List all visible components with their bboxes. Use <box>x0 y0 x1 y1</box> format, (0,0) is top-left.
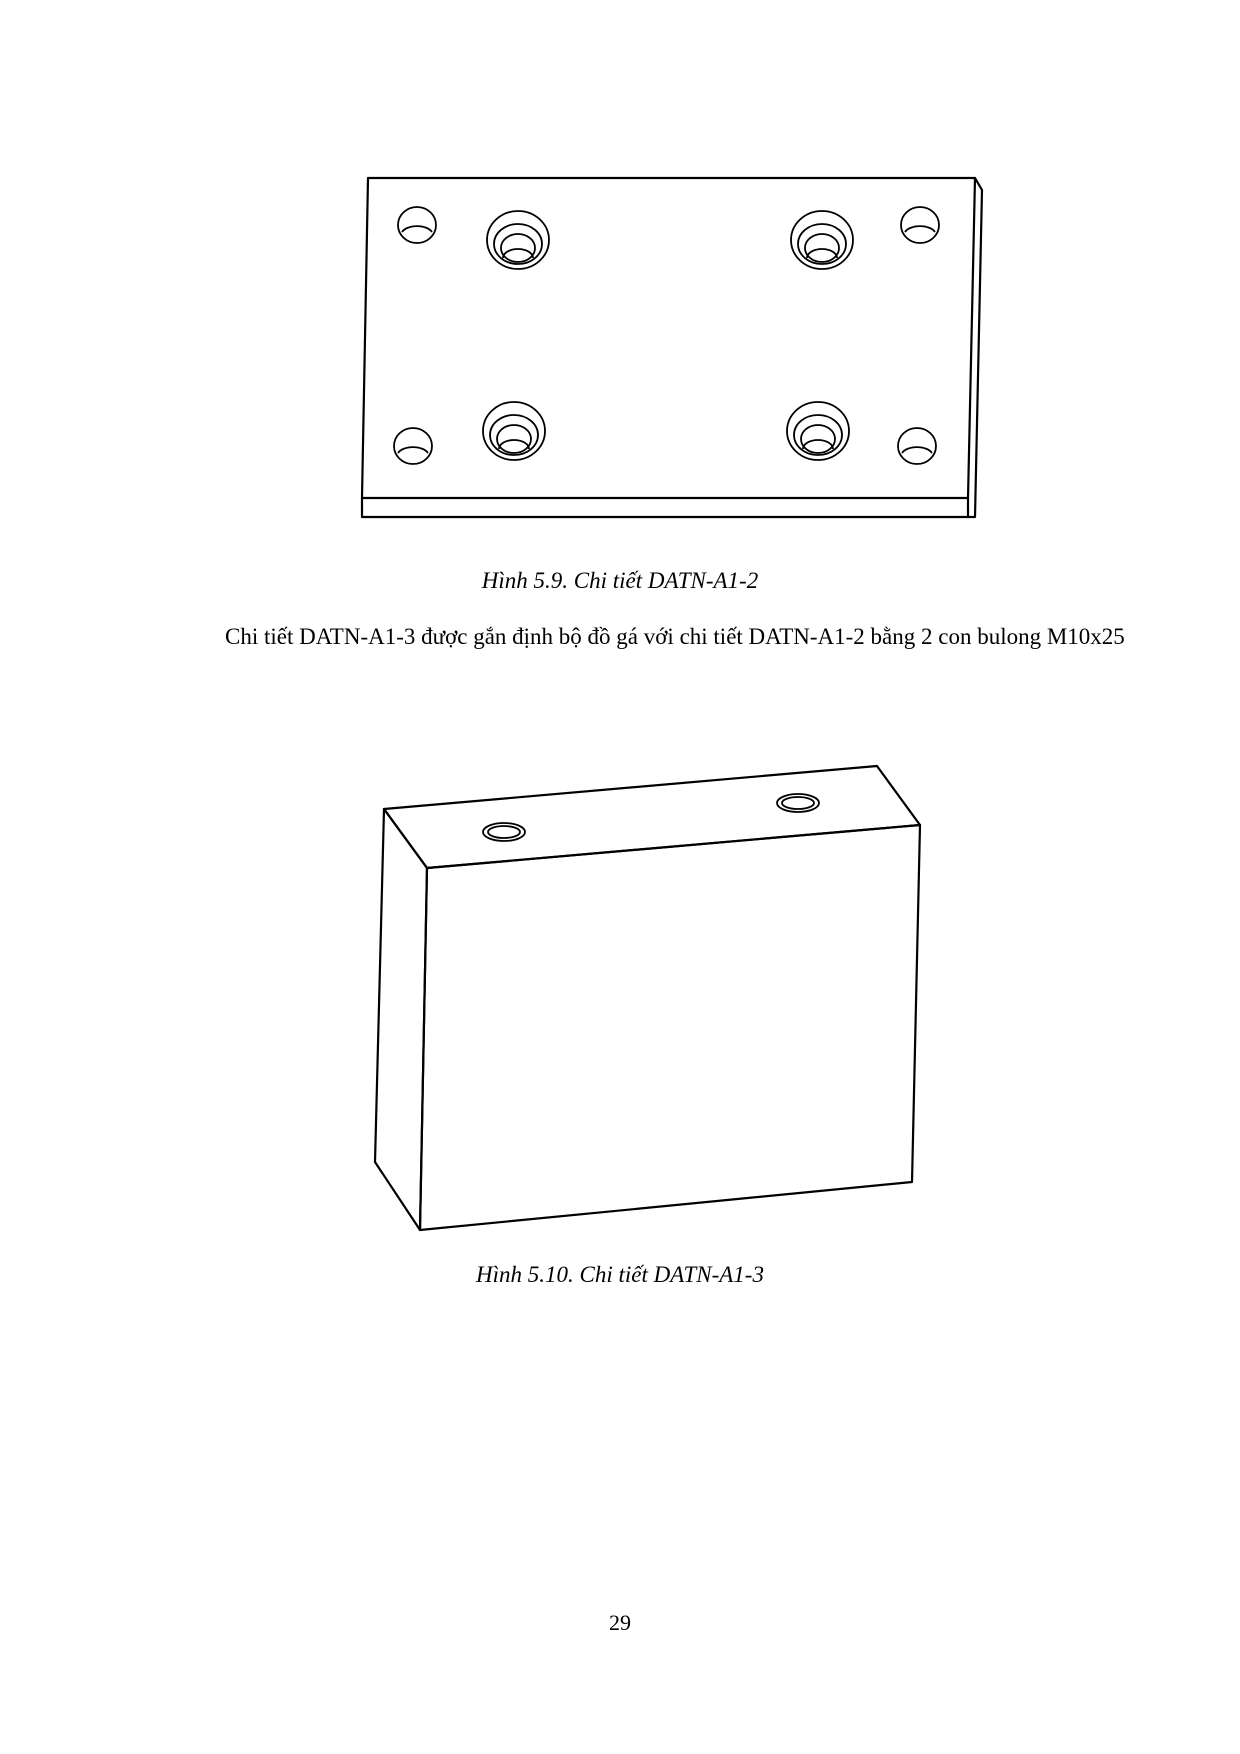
plate-drawing-svg <box>0 0 1240 560</box>
small-hole-bottom-left <box>394 428 432 464</box>
figure-plate-drawing <box>0 0 1240 560</box>
figure-block-drawing <box>0 740 1240 1260</box>
small-hole-top-left <box>398 207 436 243</box>
block-hole-left <box>483 823 525 841</box>
body-paragraph <box>147 617 1147 657</box>
small-hole-bottom-right <box>898 428 936 464</box>
counterbore-hole-bottom-left <box>483 402 545 460</box>
plate-bottom-edge <box>362 498 968 517</box>
page-number: 29 <box>609 1610 631 1635</box>
figure-caption-5-10: Hình 5.10. Chi tiết DATN-A1-3 <box>476 1262 764 1287</box>
small-hole-top-right <box>901 207 939 243</box>
block-drawing-svg <box>0 740 1240 1260</box>
counterbore-hole-bottom-right <box>787 402 849 460</box>
paragraph-text: Chi tiết DATN-A1-3 được gắn định bộ đồ gá với chi tiết DATN-A1-2 bằng 2 con bulong M10x25 <box>225 624 1125 649</box>
counterbore-hole-top-right <box>791 211 853 269</box>
block-left-face <box>375 809 427 1230</box>
figure-caption-5-9: Hình 5.9. Chi tiết DATN-A1-2 <box>481 568 759 593</box>
plate-side-edge <box>968 178 982 517</box>
plate-front-face <box>362 178 975 498</box>
block-hole-right <box>777 794 819 812</box>
block-top-face <box>384 766 920 868</box>
block-front-face <box>420 825 920 1230</box>
counterbore-hole-top-left <box>487 211 549 269</box>
